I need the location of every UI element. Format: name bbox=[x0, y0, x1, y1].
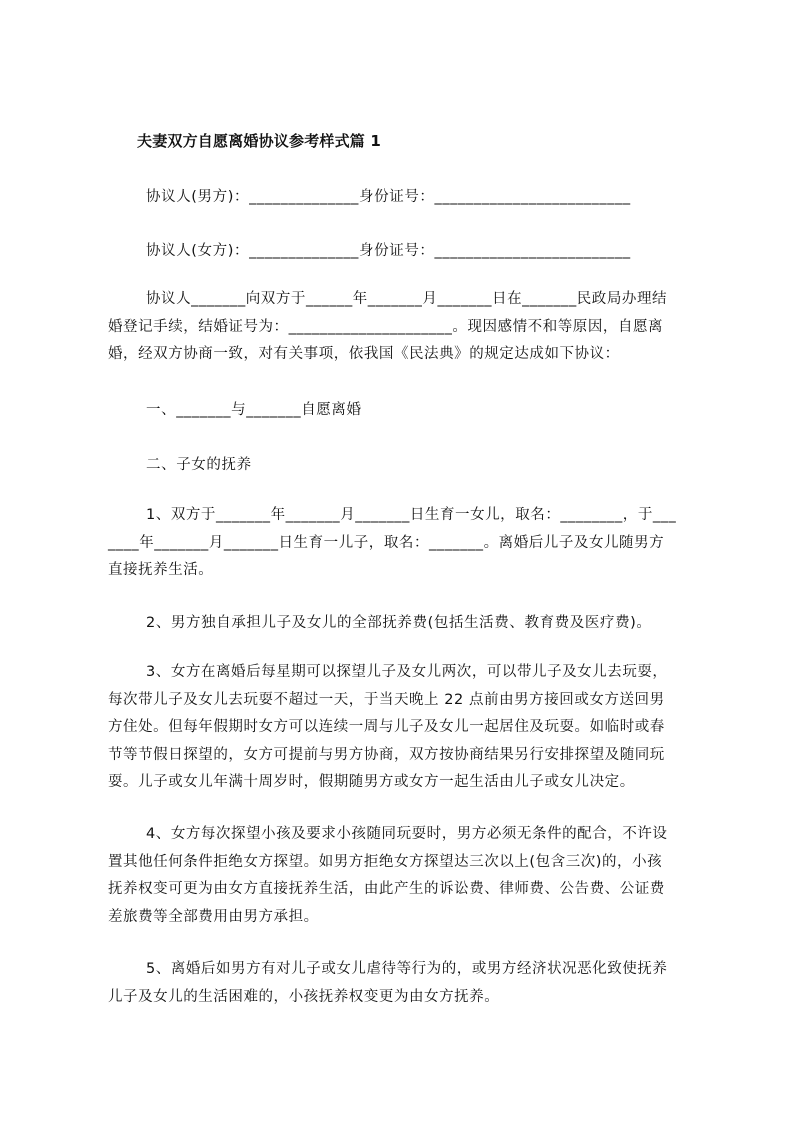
clause-1 bbox=[108, 502, 703, 585]
party-male-line: 协议人(男方)：______________身份证号：_________________________ bbox=[146, 189, 631, 205]
clause-3-line-3: 方住处。但每年假期时女方可以连续一周与儿子及女儿一起居住及玩耍。如临时或春 bbox=[108, 719, 665, 735]
section-2-heading: 二、子女的抚养 bbox=[146, 457, 252, 473]
clause-3-line-4: 节等节假日探望的，女方可提前与男方协商，双方按协商结果另行安排探望及随同玩 bbox=[108, 746, 665, 763]
clause-4 bbox=[108, 821, 703, 931]
document-title: 夫妻双方自愿离婚协议参考样式篇 1 bbox=[137, 132, 382, 150]
intro-line-1-text: 协议人_______向双方于______年_______月_______日在_______民政局办理结 bbox=[146, 291, 668, 307]
clause-5 bbox=[108, 956, 703, 1011]
clause-3-line-2: 每次带儿子及女儿去玩耍不超过一天，于当天晚上 22 点前由男方接回或女方送回男 bbox=[108, 691, 665, 708]
section-1-heading: 一、_______与_______自愿离婚 bbox=[146, 402, 362, 418]
party-female-line: 协议人(女方)：______________身份证号：_________________________ bbox=[146, 243, 631, 259]
intro-line-3: 婚，经双方协商一致，对有关事项，依我国《民法典》的规定达成如下协议： bbox=[108, 346, 620, 362]
clause-4-line-3: 抚养权变可更为由女方直接抚养生活，由此产生的诉讼费、律师费、公告费、公证费 bbox=[108, 881, 665, 897]
clause-3 bbox=[108, 659, 703, 797]
clause-4-line-1 bbox=[108, 821, 703, 849]
clause-4-line-4: 差旅费等全部费用由男方承担。 bbox=[108, 908, 319, 925]
clause-3-line-1-text: 3、女方在离婚后每星期可以探望儿子及女儿两次，可以带儿子及女儿去玩耍， bbox=[146, 664, 668, 680]
intro-line-1 bbox=[108, 286, 703, 314]
intro-paragraph bbox=[108, 286, 703, 369]
clause-1-line-1 bbox=[108, 502, 703, 530]
clause-1-line-1-text: 1、双方于_______年_______月_______日生育一女儿，取名：________，于___ bbox=[146, 507, 677, 523]
clause-3-line-5: 耍。儿子或女儿年满十周岁时，假期随男方或女方一起生活由儿子或女儿决定。 bbox=[108, 774, 635, 790]
clause-5-line-2: 儿子及女儿的生活困难的，小孩抚养权变更为由女方抚养。 bbox=[108, 988, 500, 1005]
clause-1-line-2: ____年_______月_______日生育一儿子，取名：_______。离婚后儿子及女儿随男方 bbox=[108, 534, 665, 551]
clause-4-line-1-text: 4、女方每次探望小孩及要求小孩随同玩耍时，男方必须无条件的配合，不许设 bbox=[146, 826, 668, 842]
clause-3-line-1 bbox=[108, 659, 703, 687]
clause-4-line-2: 置其他任何条件拒绝女方探望。如男方拒绝女方探望达三次以上(包含三次)的，小孩 bbox=[108, 853, 663, 870]
intro-line-2: 婚登记手续，结婚证号为：_____________________。现因感情不和等原因，自愿离 bbox=[108, 318, 664, 335]
clause-5-line-1-text: 5、离婚后如男方有对儿子或女儿虐待等行为的，或男方经济状况恶化致使抚养 bbox=[146, 961, 668, 977]
clause-1-line-3: 直接抚养生活。 bbox=[108, 562, 214, 578]
clause-5-line-1 bbox=[108, 956, 703, 984]
clause-2: 2、男方独自承担儿子及女儿的全部抚养费(包括生活费、教育费及医疗费)。 bbox=[146, 615, 652, 631]
